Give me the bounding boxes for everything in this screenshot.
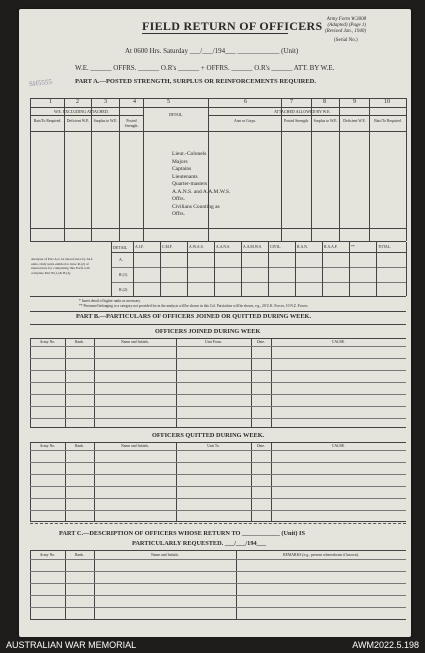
rank-label: Lieut.-Colonels (172, 151, 207, 157)
rule (268, 242, 269, 296)
footer-left: AUSTRALIAN WAR MEMORIAL (6, 640, 137, 650)
analysis-header: A.W.A.S. (189, 245, 204, 249)
analysis-header: ** (351, 245, 355, 249)
we-line: W.E. ______ OFFRS. ______ O.R's ______ + OFFRS. ______ O.R's ______ ATT. BY W.E. (75, 64, 335, 72)
rule (30, 510, 406, 511)
rule (30, 523, 406, 525)
rule (30, 358, 406, 359)
rule (30, 98, 406, 99)
rule (30, 346, 406, 347)
rule (111, 267, 406, 268)
part-a-title: PART A.—POSTED STRENGTH, SURPLUS OR REINFORCEMENTS REQUIRED. (75, 78, 316, 85)
column-number: 4 (133, 99, 136, 105)
rank-label: Lieutenants (172, 173, 198, 180)
column-number: 2 (76, 99, 79, 105)
rule (376, 242, 377, 296)
rule (30, 571, 406, 572)
rule (30, 228, 406, 229)
rank-label: A.A.N.S. and A.A.M.W.S. Offrs. (172, 188, 231, 202)
analysis-header: CIVIL. (270, 245, 282, 249)
rule (94, 550, 95, 619)
rank-list (172, 151, 232, 219)
rank-label: Majors (172, 158, 188, 165)
column-header: Surplus to W.E. (313, 119, 338, 123)
column-header: Posted Strength. (124, 119, 139, 128)
table-header: Name and Initials. (151, 553, 179, 557)
rule (30, 131, 406, 132)
rule (187, 242, 188, 296)
time-line: At 0600 Hrs. Saturday ___/___/194___ ____________ (Unit) (125, 47, 299, 55)
column-header: Deficient W.E. (343, 119, 366, 123)
rule (111, 282, 406, 283)
rule (406, 242, 407, 296)
analysis-row-label: A. (119, 257, 123, 262)
rule (30, 550, 406, 551)
serial-label: (Serial No.) (334, 38, 358, 43)
analysis-header: C.M.F. (162, 245, 173, 249)
rule (295, 242, 296, 296)
form-sheet (19, 9, 411, 637)
table-header: Army No. (39, 340, 56, 344)
column-number: 6 (244, 99, 247, 105)
column-header: Deficient W.E. (66, 119, 90, 123)
table-header: Rank. (75, 553, 84, 557)
analysis-header: A.I.F. (135, 245, 144, 249)
table-header: Army No. (39, 444, 56, 448)
rule (30, 338, 406, 339)
table-header: REMARKS (e.g., present whereabouts if known). (283, 553, 359, 557)
rule (208, 115, 406, 116)
rule (30, 559, 406, 560)
rule (30, 406, 406, 407)
rule (30, 296, 406, 297)
form-identifier: Army Form W.3008 (Adapted) (Page 1) (Revised Jan., 1940) (325, 17, 367, 34)
rule (30, 427, 406, 428)
rule (30, 486, 406, 487)
footnote-1: * Insert detail of higher ranks as necessary. (79, 299, 141, 303)
rule (30, 442, 406, 443)
form-title: FIELD RETURN OF OFFICERS (142, 19, 323, 33)
rule (30, 115, 143, 116)
part-c-title-2: PARTICULARLY REQUESTED. ___/___/194___ (132, 540, 267, 547)
table-header: Unit To. (207, 444, 220, 448)
table-header: Rank. (75, 444, 84, 448)
rule (30, 583, 406, 584)
footer-right: AWM2022.5.198 (352, 640, 419, 650)
table-header: Rank. (75, 340, 84, 344)
rule (30, 394, 406, 395)
rule (322, 242, 323, 296)
footer-bar (0, 637, 425, 653)
joined-title: OFFICERS JOINED DURING WEEK (155, 328, 261, 335)
column-number: 5 (167, 99, 170, 105)
rule (406, 98, 407, 241)
group-right-label: ATTACHED ALLOWED BY W.E. (274, 109, 331, 114)
column-header: Bats/To Required. (33, 119, 62, 123)
rule (30, 324, 406, 325)
analysis-header: R.A.A.F. (324, 245, 338, 249)
table-header: Name and Initials. (121, 444, 149, 448)
analysis-row-label: R.(2) (119, 287, 128, 292)
column-number: 3 (104, 99, 107, 105)
rule (30, 474, 406, 475)
table-header: Date. (256, 444, 266, 448)
column-header: Surplus to W.E. (93, 119, 118, 123)
column-header: Arm or Corps. (233, 119, 257, 123)
rule (236, 550, 237, 619)
rule (111, 252, 406, 253)
table-header: CAUSE. (331, 340, 346, 344)
rule (214, 242, 215, 296)
rule (30, 382, 406, 383)
rule (30, 595, 406, 596)
analysis-header: TOTAL. (378, 245, 392, 249)
rule (111, 242, 112, 296)
rule (133, 242, 134, 296)
table-header: Unit From. (205, 340, 222, 344)
analysis-row-label: R.(1) (119, 272, 128, 277)
table-header: Name and Initials. (121, 340, 149, 344)
part-b-title: PART B.—PARTICULARS OF OFFICERS JOINED OR QUITTED DURING WEEK. (76, 313, 312, 320)
rule (30, 107, 406, 108)
rule (30, 619, 406, 620)
analysis-header: R.A.N. (297, 245, 308, 249)
analysis-note: Analysis of Part A to be shown here by ALL units. Only units entitled to have R.(2) of instructions for completing this Form will complete Part B.(1) & B.(2). (31, 257, 93, 275)
analysis-detail-label: DETAIL (113, 245, 128, 250)
rule (30, 607, 406, 608)
ink-stamp: SH5555 (28, 77, 53, 89)
column-header: Bats/To Required. (374, 119, 402, 123)
rule (30, 550, 31, 619)
quitted-title: OFFICERS QUITTED DURING WEEK. (152, 432, 265, 439)
rule (65, 550, 66, 619)
column-number: 1 (49, 99, 52, 105)
rule (349, 242, 350, 296)
column-header: DETAIL. (168, 113, 184, 117)
rank-label: Quarter-masters (172, 181, 208, 187)
rule (30, 98, 31, 241)
rule (241, 242, 242, 296)
table-header: Army No. (39, 553, 56, 557)
rule (30, 498, 406, 499)
column-header: Posted Strength. (284, 119, 309, 123)
title-underline (142, 33, 288, 34)
rule (30, 450, 406, 451)
rule (30, 370, 406, 371)
rule (30, 311, 406, 312)
part-c-title: PART C.—DESCRIPTION OF OFFICERS WHOSE RETURN TO ____________ (Unit) IS (59, 530, 305, 537)
rule (160, 242, 161, 296)
table-header: CAUSE. (331, 444, 346, 448)
rule (30, 418, 406, 419)
column-number: 10 (384, 99, 390, 105)
rank-label: Captains (172, 166, 192, 172)
rule (143, 98, 144, 241)
analysis-header: A.A.N.S. (216, 245, 231, 249)
column-number: 8 (323, 99, 326, 105)
group-left-label: W.E. EXCLUDING ATTACHED. (54, 109, 109, 114)
column-number: 7 (290, 99, 293, 105)
table-header: Date. (256, 340, 266, 344)
column-number: 9 (353, 99, 356, 105)
rule (30, 462, 406, 463)
analysis-header: A.A.M.W.S. (243, 245, 262, 249)
rank-label: Civilians Counting as Offrs. (172, 203, 220, 217)
footnote-2: ** Personnel belonging to a category not provided for in the analysis will be shown in this Col. Particulars will be shown, e.g., 20 U.K. Forces, 10 N.Z. Forces. (79, 304, 309, 308)
rule (30, 521, 406, 522)
